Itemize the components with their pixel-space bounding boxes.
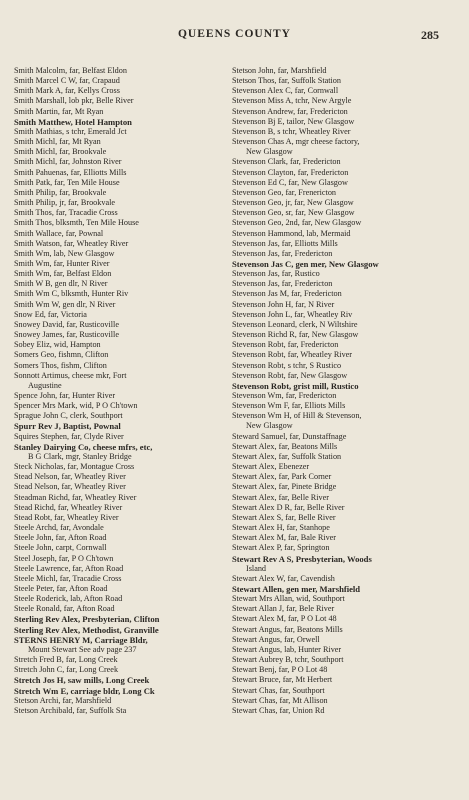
directory-entry: Smith Mathias, s tchr, Emerald Jct xyxy=(14,126,127,136)
directory-entry: Smith Michl, far, Brookvale xyxy=(14,147,107,157)
directory-entry: Sterling Rev Alex, Presbyterian, Clifton xyxy=(14,614,160,625)
directory-entry: Stevenson Jas, far, Rustico xyxy=(232,269,320,279)
directory-entry: Sprague John C, clerk, Southport xyxy=(14,411,123,421)
directory-entry: Stevenson Miss A, tchr, New Argyle xyxy=(232,96,352,106)
directory-entry: Smith Marshall, lob pkr, Belle River xyxy=(14,96,134,106)
directory-entry: Stewart Chas, far, Mt Allison xyxy=(232,695,328,705)
directory-entry: Smith Wm, far, Hunter River xyxy=(14,258,110,268)
directory-entry: Snowey David, far, Rusticoville xyxy=(14,319,119,329)
directory-entry: Stevenson John L, far, Wheatley Riv xyxy=(232,309,353,319)
directory-entry: Stevenson Geo, sr, far, New Glasgow xyxy=(232,208,355,218)
directory-entry: Stevenson Hammond, lab, Mermaid xyxy=(232,228,351,238)
directory-entry: Smith W B, gen dlr, N River xyxy=(14,279,108,289)
directory-entry: Snow Ed, far, Victoria xyxy=(14,309,87,319)
directory-entry: Smith Mark A, far, Kellys Cross xyxy=(14,86,120,96)
directory-entry: Stewart Rev A S, Presbyterian, Woods xyxy=(232,553,372,564)
directory-entry: Stevenson B, s tchr, Wheatley River xyxy=(232,126,351,136)
directory-entry: Smith Michl, far, Mt Ryan xyxy=(14,137,101,147)
directory-entry: Sterling Rev Alex, Methodist, Granville xyxy=(14,624,159,635)
directory-entry: Stewart Alex, far, Beatons Mills xyxy=(232,441,338,451)
directory-entry: Stewart Benj, far, P O Lot 48 xyxy=(232,665,328,675)
directory-entry: Smith Watson, far, Wheatley River xyxy=(14,238,129,248)
directory-entry: Spurr Rev J, Baptist, Pownal xyxy=(14,421,121,432)
directory-entry: Stewart Alex, far, Belle River xyxy=(232,492,329,502)
directory-entry: Smith Thos, far, Tracadie Cross xyxy=(14,208,118,218)
directory-entry: Stevenson Geo, far, Frenericton xyxy=(232,187,337,197)
directory-entry: Stewart Angus, far, Orwell xyxy=(232,634,320,644)
directory-entry: Stevenson Robt, grist mill, Rustico xyxy=(232,380,359,391)
directory-entry: Smith Philip, far, Brookvale xyxy=(14,187,107,197)
directory-entry: Stewart Aubrey B, tchr, Southport xyxy=(232,655,344,665)
directory-entry: Stretch John C, far, Long Creek xyxy=(14,665,119,675)
directory-entry: Stevenson Jas, far, Elliotts Mills xyxy=(232,238,338,248)
directory-entry: Stevenson Andrew, far, Fredericton xyxy=(232,106,348,116)
directory-entry: Mount Stewart See adv page 237 xyxy=(28,644,137,654)
directory-entry: Stevenson Geo, jr, far, New Glasgow xyxy=(232,198,354,208)
directory-entry: Smith Michl, far, Johnston River xyxy=(14,157,122,167)
page-header xyxy=(0,28,469,44)
directory-entry: Stetson Thos, far, Suffolk Station xyxy=(232,76,341,86)
directory-entry: Stevenson Jas, far, Fredericton xyxy=(232,248,333,258)
directory-entry: Stewart Bruce, far, Mt Herbert xyxy=(232,675,333,685)
directory-entry: Steadman Richd, far, Wheatley River xyxy=(14,492,137,502)
directory-entry: Smith Thos, blksmth, Ten Mile House xyxy=(14,218,139,228)
directory-entry: Stead Richd, far, Wheatley River xyxy=(14,502,123,512)
directory-entry: Smith Marcel C W, far, Crapaud xyxy=(14,76,120,86)
directory-entry: Stead Nelson, far, Wheatley River xyxy=(14,482,126,492)
directory-entry: Stetson John, far, Marshfield xyxy=(232,66,327,75)
directory-entry: Sobey Eliz, wid, Hampton xyxy=(14,340,101,350)
directory-entry: Stewart Chas, far, Union Rd xyxy=(232,705,325,715)
directory-entry: Stevenson Alex C, far, Cornwall xyxy=(232,86,339,96)
directory-entry: Smith Matthew, Hotel Hampton xyxy=(14,116,132,127)
directory-entry: Stewart Alex S, far, Belle River xyxy=(232,512,336,522)
directory-entry: Stewart Angus, lab, Hunter River xyxy=(232,644,342,654)
directory-entry: Stevenson Jas M, far, Fredericton xyxy=(232,289,342,299)
directory-entry: Smith Martin, far, Mt Ryan xyxy=(14,106,104,116)
directory-entry: Stevenson John H, far, N River xyxy=(232,299,335,309)
directory-entry: Stevenson Robt, far, Fredericton xyxy=(232,340,339,350)
directory-entry: Stevenson Chas A, mgr cheese factory, xyxy=(232,137,360,147)
directory-entry: Stewart Allen, gen mer, Marshfield xyxy=(232,583,361,594)
directory-entry: Stretch Wm E, carriage bldr, Long Ck xyxy=(14,685,155,696)
directory-entry: Stevenson Robt, far, Wheatley River xyxy=(232,350,353,360)
directory-entry: Augustine xyxy=(28,380,62,390)
directory-entry: Stevenson Leonard, clerk, N Wiltshire xyxy=(232,319,358,329)
directory-entry: Smith Wm W, gen dlr, N River xyxy=(14,299,116,309)
directory-entry: Stevenson Geo, 2nd, far, New Glasgow xyxy=(232,218,362,228)
directory-entry: Stevenson Wm H, of Hill & Stevenson, xyxy=(232,411,362,421)
directory-entry: New Glasgow xyxy=(246,421,293,431)
directory-entry: Steele Michl, far, Tracadie Cross xyxy=(14,573,122,583)
directory-entry: Stead Robt, far, Wheatley River xyxy=(14,512,119,522)
directory-entry: Sonnott Artimus, cheese mkr, Fort xyxy=(14,370,127,380)
directory-entry: Stetson Archibald, far, Suffolk Sta xyxy=(14,705,127,715)
directory-entry: Smith Wm, lab, New Glasgow xyxy=(14,248,115,258)
directory-entry: Stevenson Bj E, tailor, New Glasgow xyxy=(232,116,355,126)
directory-entry: New Glasgow xyxy=(246,147,293,157)
directory-entry: Smith Pahuenas, far, Elliotts Mills xyxy=(14,167,127,177)
page-number: 285 xyxy=(421,28,439,42)
directory-entry: Stewart Alex, Ebenezer xyxy=(232,462,310,472)
directory-entry: Stevenson Robt, s tchr, S Rustico xyxy=(232,360,342,370)
directory-entry: Stewart Alex W, far, Cavendish xyxy=(232,573,335,583)
directory-entry: STERNS HENRY M, Carriage Bldr, xyxy=(14,634,148,645)
directory-entry: Stewart Alex, far, Suffolk Station xyxy=(232,451,342,461)
directory-entry: Somers Geo, fishmn, Clifton xyxy=(14,350,109,360)
directory-entry: Spence John, far, Hunter River xyxy=(14,391,116,400)
directory-entry: Smith Wallace, far, Pownal xyxy=(14,228,104,238)
directory-entry: Stretch Fred B, far, Long Creek xyxy=(14,655,118,665)
directory-entry: Squires Stephen, far, Clyde River xyxy=(14,431,124,441)
directory-entry: Somers Thos, fishm, Clifton xyxy=(14,360,107,370)
directory-entry: Stevenson Robt, far, New Glasgow xyxy=(232,370,348,380)
directory-entry: Smith Philip, jr, far, Brookvale xyxy=(14,198,115,208)
directory-entry: Stevenson Wm F, far, Elliots Mills xyxy=(232,401,346,411)
directory-entry: Stevenson Clayton, far, Fredericton xyxy=(232,167,349,177)
directory-entry: Stewart Alex M, far, Bale River xyxy=(232,533,337,543)
directory-entry: Stevenson Jas, far, Fredericton xyxy=(232,279,333,289)
directory-entry: Stevenson Richd R, far, New Glasgow xyxy=(232,330,359,340)
left-column xyxy=(14,66,234,716)
directory-entry: Steel Joseph, far, P O Ch'town xyxy=(14,553,114,563)
directory-entry: Stewart Alex P, far, Springton xyxy=(232,543,330,553)
directory-entry: Stead Nelson, far, Wheatley River xyxy=(14,472,126,482)
directory-entry: Stevenson Wm, far, Fredericton xyxy=(232,391,337,400)
directory-entry: Smith Wm C, blksmth, Hunter Riv xyxy=(14,289,129,299)
page-title: QUEENS COUNTY xyxy=(177,28,291,40)
directory-entry: Smith Malcolm, far, Belfast Eldon xyxy=(14,66,127,75)
directory-entry: Stewart Mrs Allan, wid, Southport xyxy=(232,594,345,604)
directory-entry: Stewart Alex D R, far, Belle River xyxy=(232,502,345,512)
directory-entry: Stewart Allan J, far, Bele River xyxy=(232,604,335,614)
directory-entry: Spencer Mrs Mark, wid, P O Ch'town xyxy=(14,401,138,411)
directory-entry: Island xyxy=(246,563,267,573)
directory-entry: Stewart Alex M, far, P O Lot 48 xyxy=(232,614,337,624)
directory-entry: Stetson Archi, far, Marshfield xyxy=(14,695,112,705)
directory-entry: Stretch Jos H, saw mills, Long Creek xyxy=(14,675,150,686)
directory-entry: Stevenson Clark, far, Fredericton xyxy=(232,157,341,167)
directory-entry: Stewart Chas, far, Southport xyxy=(232,685,325,695)
directory-entry: Steward Samuel, far, Dunstaffnage xyxy=(232,431,347,441)
directory-entry: Snowey James, far, Rusticoville xyxy=(14,330,119,340)
directory-entry: Stevenson Jas C, gen mer, New Glasgow xyxy=(232,258,379,269)
right-column xyxy=(232,66,452,716)
directory-entry: Stanley Dairying Co, cheese mfrs, etc, xyxy=(14,441,153,452)
directory-entry: Smith Wm, far, Belfast Eldon xyxy=(14,269,112,279)
directory-entry: Steck Nicholas, far, Montague Cross xyxy=(14,462,135,472)
directory-entry: Steele Peter, far, Afton Road xyxy=(14,583,108,593)
directory-entry: Steele Lawrence, far, Afton Road xyxy=(14,563,124,573)
directory-entry: Stewart Angus, far, Beatons Mills xyxy=(232,624,343,634)
directory-entry: B G Clark, mgr, Stanley Bridge xyxy=(28,451,132,461)
directory-entry: Stevenson Ed C, far, New Glasgow xyxy=(232,177,348,187)
directory-entry: Steele John, carpt, Cornwall xyxy=(14,543,107,553)
directory-entry: Steele Ronald, far, Afton Road xyxy=(14,604,115,614)
directory-entry: Smith Patk, far, Ten Mile House xyxy=(14,177,120,187)
directory-entry: Stewart Alex, far, Park Corner xyxy=(232,472,332,482)
directory-entry: Stewart Alex, far, Pinete Bridge xyxy=(232,482,337,492)
directory-entry: Steele Roderick, lab, Afton Road xyxy=(14,594,123,604)
directory-entry: Steele Archd, far, Avondale xyxy=(14,523,104,533)
directory-entry: Stewart Alex H, far, Stanhope xyxy=(232,523,330,533)
directory-entry: Steele John, far, Afton Road xyxy=(14,533,107,543)
